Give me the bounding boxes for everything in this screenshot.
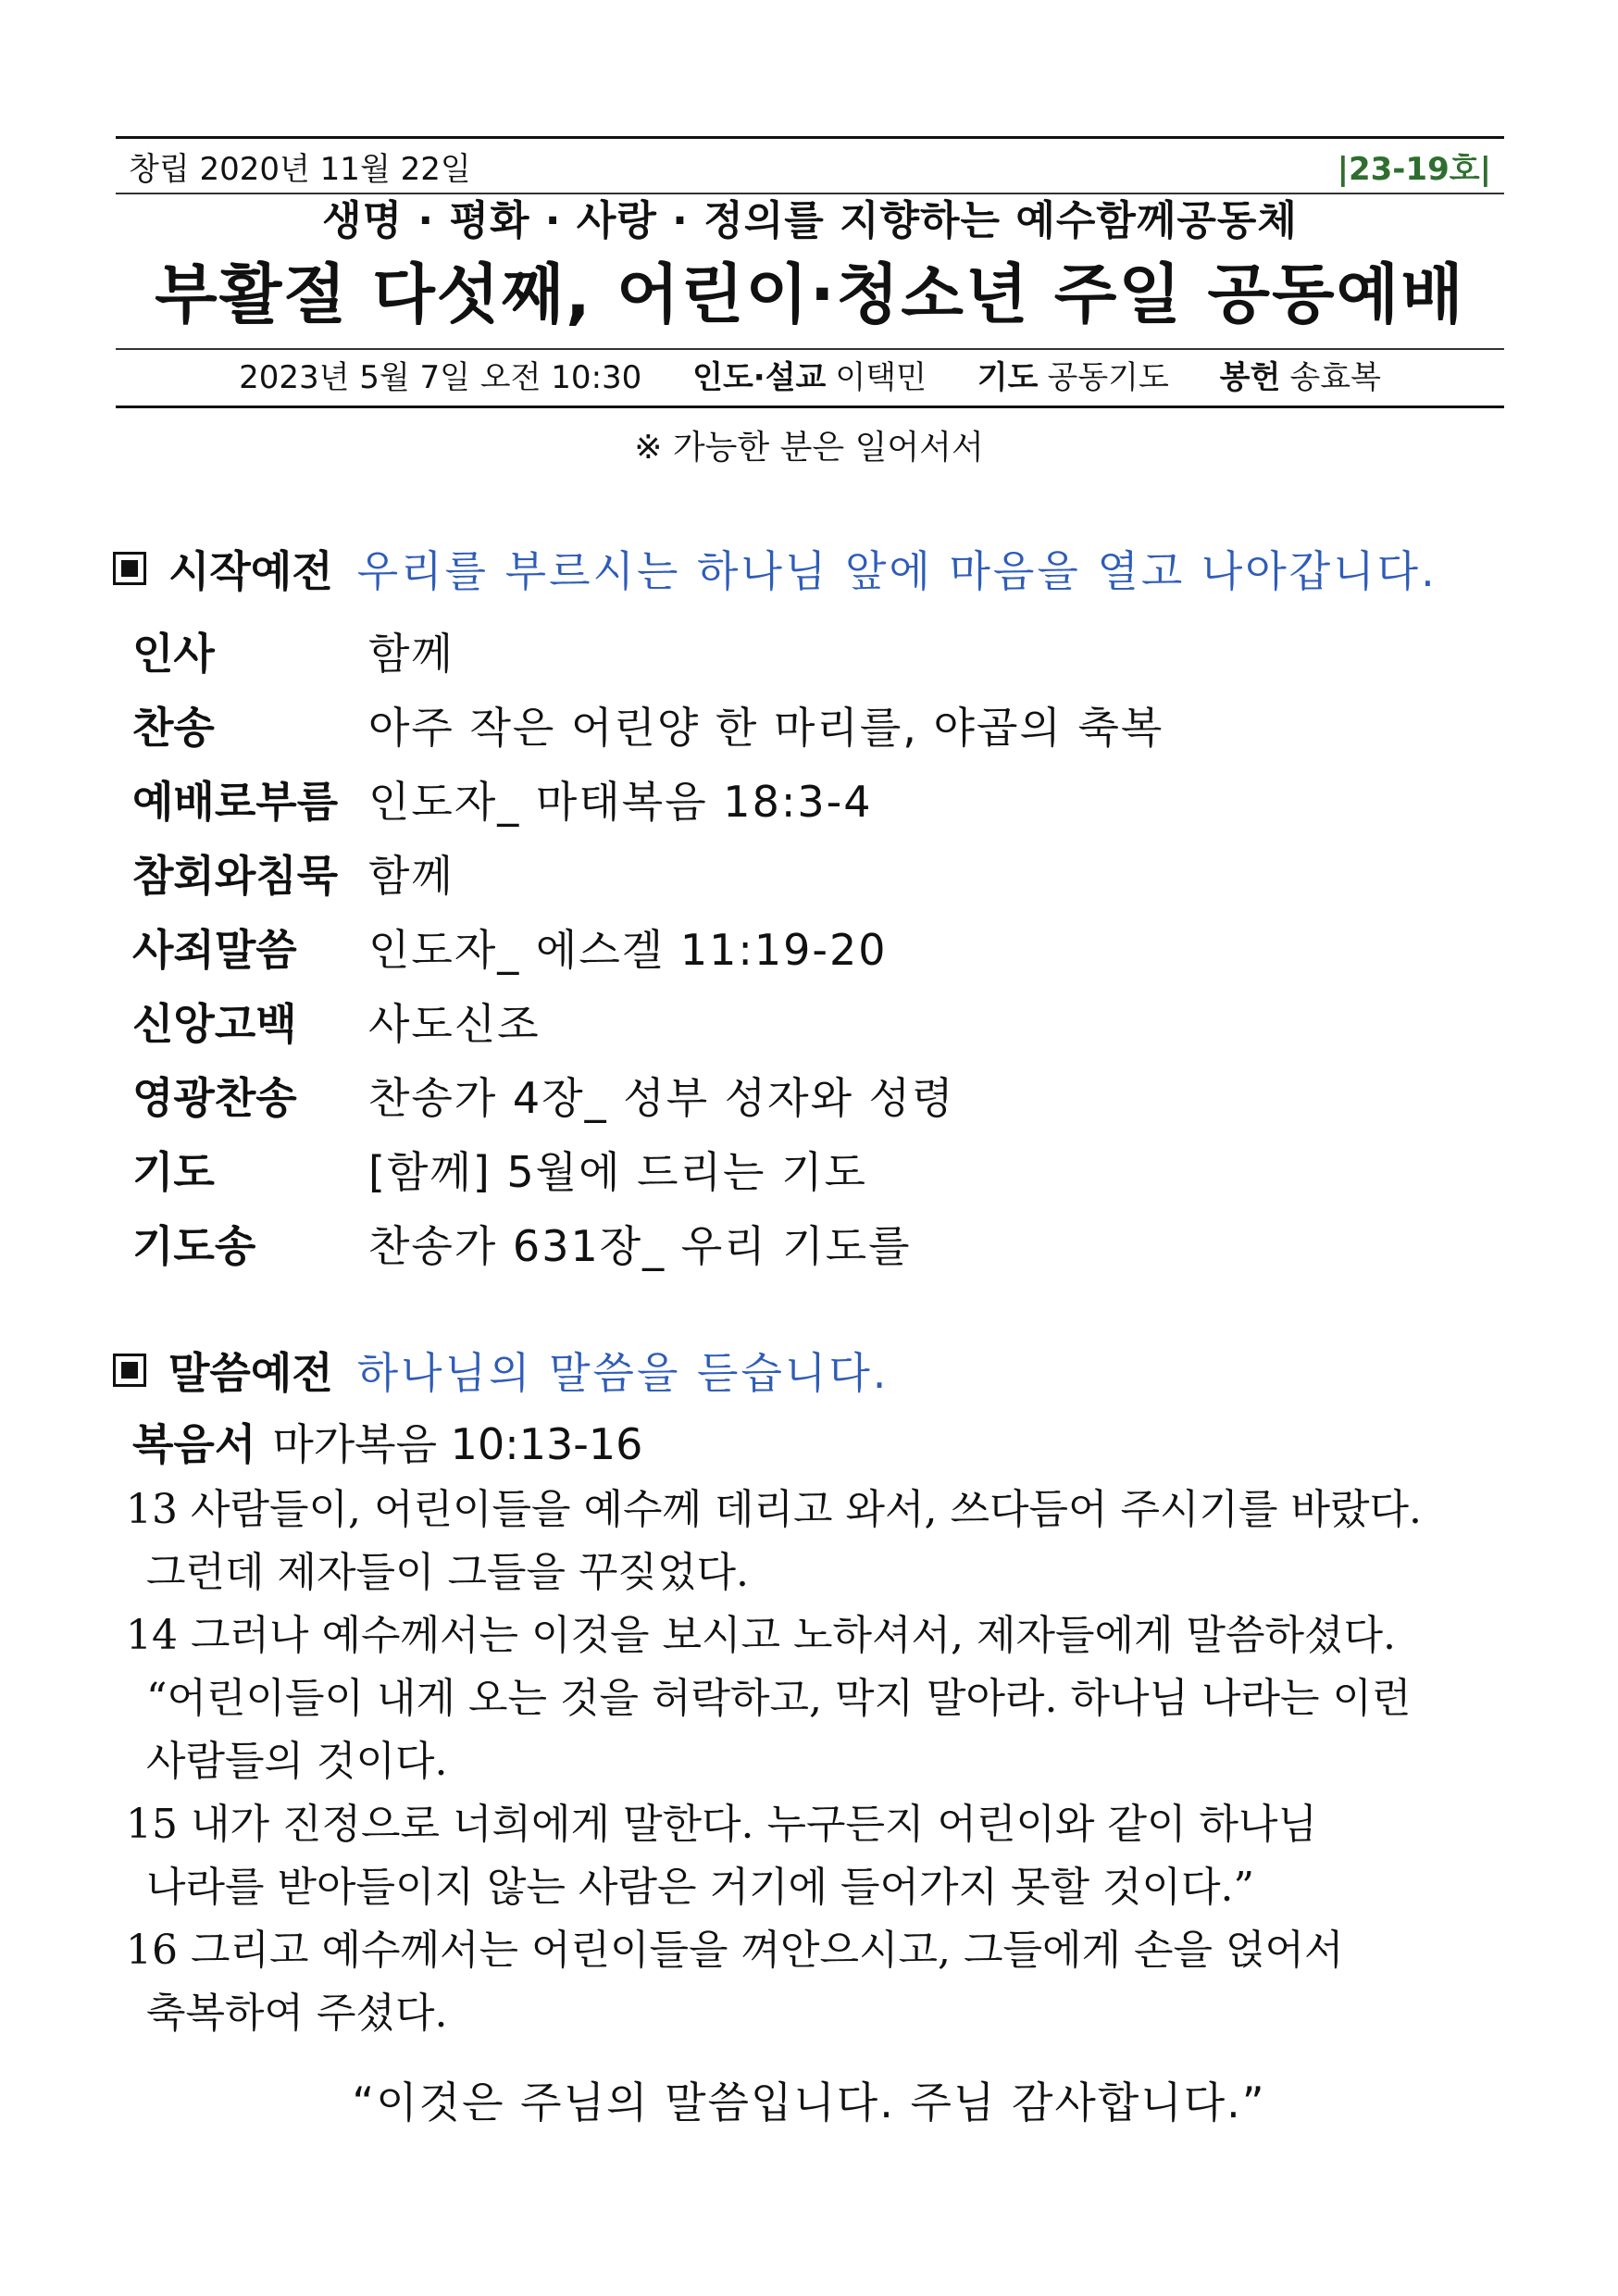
- order-value: [함께] 5월에 드리는 기도: [368, 1147, 867, 1197]
- header-meta-row: [116, 139, 1504, 193]
- section-opening-label: 시작예전: [168, 546, 333, 596]
- filled-square-icon: [113, 552, 146, 585]
- verse-line: 축복하여 주셨다.: [146, 1990, 448, 2037]
- order-value: 함께: [368, 629, 454, 679]
- order-row: [132, 836, 1164, 910]
- verse: [126, 1479, 1505, 1604]
- service-title: 부활절 다섯째, 어린이·청소년 주일 공동예배: [155, 256, 1465, 332]
- section-word-heading: [113, 1340, 889, 1401]
- order-key: 찬송: [132, 703, 215, 753]
- leader-name: 이택민: [835, 359, 927, 396]
- order-row: [132, 688, 1164, 762]
- prayer-name: 공동기도: [1047, 359, 1169, 396]
- verse-number: 15: [126, 1801, 178, 1848]
- verse-line: 그런데 제자들이 그들을 꾸짖었다.: [146, 1549, 749, 1596]
- offering-label: 봉헌: [1219, 359, 1281, 396]
- verse-line: 나라를 받아들이지 않는 사람은 거기에 들어가지 못할 것이다.”: [146, 1864, 1254, 1911]
- order-row: [132, 910, 1164, 984]
- scripture-text: [126, 1479, 1505, 2045]
- order-of-worship: [132, 614, 1164, 1280]
- filled-square-icon: [113, 1354, 146, 1387]
- order-key: 기도송: [132, 1221, 256, 1271]
- order-key: 참회와침묵: [132, 851, 339, 901]
- order-value: 사도신조: [368, 999, 541, 1049]
- leader-label: 인도·설교: [692, 359, 827, 396]
- order-key: 인사: [132, 629, 215, 679]
- order-value: 인도자_ 마태복음 18:3-4: [368, 777, 873, 827]
- bulletin-header: [116, 136, 1504, 408]
- verse: [126, 1919, 1505, 2045]
- offering-name: 송효복: [1289, 359, 1381, 396]
- order-value: 찬송가 4장_ 성부 성자와 성령: [368, 1073, 955, 1123]
- order-row: [132, 984, 1164, 1058]
- header-bottom-rule: [116, 406, 1504, 408]
- service-datetime: 2023년 5월 7일 오전 10:30: [239, 359, 642, 396]
- section-opening-desc: 우리를 부르시는 하나님 앞에 마음을 열고 나아갑니다.: [356, 546, 1438, 596]
- order-row: [132, 762, 1164, 836]
- order-key: 기도: [132, 1147, 215, 1197]
- order-row: [132, 1058, 1164, 1132]
- section-word-label: 말씀예전: [168, 1348, 333, 1398]
- order-key: 예배로부름: [132, 777, 339, 827]
- service-info-row: [116, 350, 1504, 406]
- issue-number: |23-19호|: [1337, 150, 1491, 188]
- gospel-passage: 마가복음 10:13-16: [272, 1419, 643, 1469]
- prayer-label: 기도: [977, 359, 1039, 396]
- order-key: 신앙고백: [132, 999, 297, 1049]
- order-row: [132, 1132, 1164, 1206]
- verse-number: 16: [126, 1927, 178, 1974]
- community-subtitle: 생명 · 평화 · 사랑 · 정의를 지향하는 예수함께공동체: [322, 197, 1298, 244]
- order-value: 함께: [368, 851, 454, 901]
- order-key: 영광찬송: [132, 1073, 297, 1123]
- order-row: [132, 1206, 1164, 1280]
- verse-line: 그러나 예수께서는 이것을 보시고 노하셔서, 제자들에게 말씀하셨다.: [191, 1612, 1396, 1659]
- gospel-label: 복음서: [132, 1419, 256, 1469]
- order-key: 사죄말씀: [132, 925, 297, 975]
- founded-date: 창립 2020년 11월 22일: [129, 150, 471, 188]
- verse-number: 13: [126, 1486, 178, 1533]
- verse-line: 내가 진정으로 너희에게 말한다. 누구든지 어린이와 같이 하나님: [191, 1801, 1317, 1848]
- verse: [126, 1604, 1505, 1793]
- verse: [126, 1793, 1505, 1919]
- stand-note: ※ 가능한 분은 일어서서: [634, 429, 984, 467]
- gospel-reference: [132, 1407, 642, 1481]
- section-opening-heading: [113, 538, 1438, 599]
- closing-response: “이것은 주님의 말씀입니다. 주님 감사합니다.”: [352, 2078, 1266, 2128]
- verse-line: 사람들의 것이다.: [146, 1738, 448, 1785]
- verse-number: 14: [126, 1612, 178, 1659]
- section-word-desc: 하나님의 말씀을 듣습니다.: [356, 1348, 890, 1398]
- order-value: 아주 작은 어린양 한 마리를, 야곱의 축복: [368, 703, 1164, 753]
- verse-line: 사람들이, 어린이들을 예수께 데리고 와서, 쓰다듬어 주시기를 바랐다.: [191, 1486, 1422, 1533]
- order-value: 찬송가 631장_ 우리 기도를: [368, 1221, 912, 1271]
- order-value: 인도자_ 에스겔 11:19-20: [368, 925, 888, 975]
- order-row: [132, 614, 1164, 688]
- verse-line: “어린이들이 내게 오는 것을 허락하고, 막지 말아라. 하나님 나라는 이런: [146, 1675, 1412, 1722]
- verse-line: 그리고 예수께서는 어린이들을 껴안으시고, 그들에게 손을 얹어서: [191, 1927, 1344, 1974]
